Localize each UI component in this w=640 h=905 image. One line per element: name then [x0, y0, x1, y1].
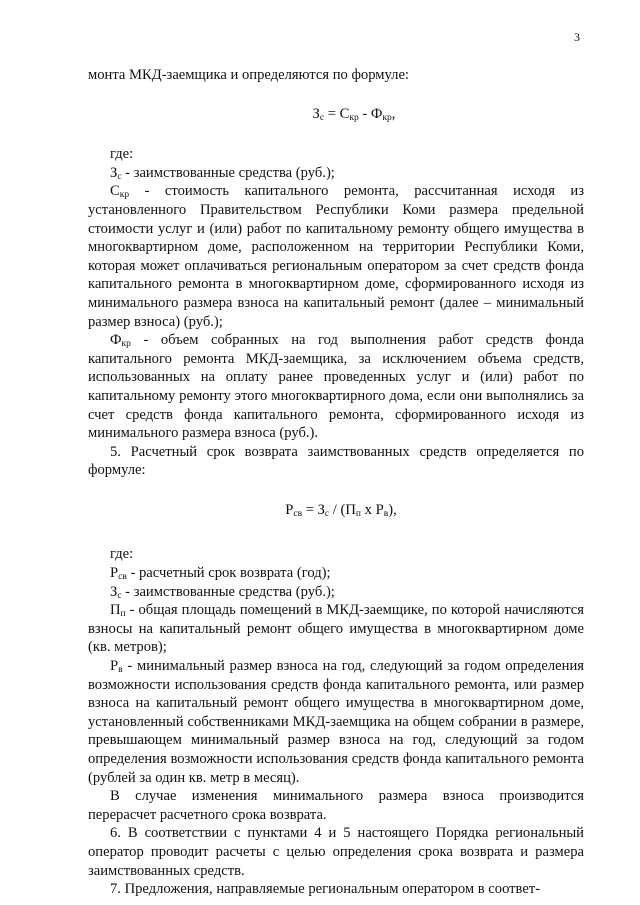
intro-line: монта МКД-заемщика и определяются по формуле:: [88, 67, 409, 83]
formula1-c-sub: кр: [349, 112, 359, 123]
definition-zs-2: [88, 583, 584, 602]
formula-borrowed-funds: [88, 105, 584, 124]
definition-zs: [88, 164, 584, 183]
definition-pp: [88, 601, 584, 657]
formula2-pp-sub: п: [355, 508, 361, 519]
formula1-end: ,: [391, 105, 396, 122]
formula1-z-sub: с: [319, 112, 325, 123]
document-body: [88, 66, 584, 899]
def-fkr-sub: кр: [121, 339, 131, 350]
def-ckr-text: - стоимость капитального ремонта, рассчитанная исходя из установленного Правительством Республики Коми размера предельной стоимости услуг и (или) работ по капитальному ремонту общего имущества в многоквартирном доме, расположенном на территории Республики Коми, которая может оплачиваться региональным оператором за счет средств фонда капитального ремонта в многоквартирном доме, сформированного исходя из минимального размера взноса на капитальный ремонт (далее – минимальный размер взноса) (руб.);: [88, 183, 584, 330]
def-ckr-sub: кр: [119, 190, 130, 201]
def-zs-symbol: З: [110, 164, 118, 181]
definition-psv: [88, 564, 584, 583]
formula1-eq: =: [324, 105, 340, 122]
item-6: 6. В соответствии с пунктами 4 и 5 настоящего Порядка региональный оператор проводит расчеты с целью определения срока возврата и размера заимствованных средств.: [88, 825, 584, 879]
def-pp-text: - общая площадь помещений в МКД-заемщике, по которой начисляются взносы на капитальный ремонт общего имущества в многоквартирном доме (кв. метров);: [88, 602, 584, 656]
formula-return-period: [88, 501, 584, 520]
formula2-pv-sub: в: [383, 508, 389, 519]
page-number: 3: [574, 30, 580, 44]
def-pv-text: - минимальный размер взноса на год, следующий за годом определения возможности использования средств фонда капитального ремонта, или размер взноса на капитальный ремонт общего имущества в многоквартирном доме, установленный собственниками МКД-заемщика на общем собрании в размере, превышающем минимальный размер взноса на год, следующий за годом определения возможности использования средств фонда капитального ремонта (рублей за один кв. метр в месяц).: [88, 658, 584, 786]
recalculation-note: В случае изменения минимального размера взноса производится перерасчет расчетного срока возврата.: [88, 788, 584, 823]
formula2-z-sub: с: [324, 508, 330, 519]
def-zs-sub: с: [117, 171, 122, 182]
definition-pv: [88, 657, 584, 787]
def-fkr-symbol: Ф: [110, 332, 122, 349]
formula1-f: Ф: [370, 105, 383, 122]
def-psv-text: - расчетный срок возврата (год);: [126, 565, 331, 582]
def-zs2-symbol: З: [110, 583, 118, 600]
def-zs-text: - заимствованные средства (руб.);: [121, 164, 335, 181]
where-label-2: где:: [110, 546, 134, 563]
item-7: 7. Предложения, направляемые региональным оператором в соответ-: [110, 881, 541, 898]
def-zs2-sub: с: [117, 590, 122, 601]
formula2-pv: Р: [375, 501, 384, 518]
formula2-pp: П: [345, 501, 356, 518]
definition-ckr: [88, 182, 584, 331]
formula1-f-sub: кр: [382, 112, 392, 123]
def-zs2-text: - заимствованные средства (руб.);: [121, 583, 335, 600]
item-5: 5. Расчетный срок возврата заимствованных средств определяется по формуле:: [88, 443, 584, 479]
formula2-p: Р: [285, 501, 294, 518]
where-label-1: где:: [110, 146, 134, 163]
def-pv-symbol: Р: [110, 658, 119, 675]
formula2-eq: =: [302, 501, 318, 518]
formula1-c: С: [339, 105, 350, 122]
def-fkr-text: - объем собранных на год выполнения работ средств фонда капитального ремонта МКД-заемщика, за исключением объема средств, использованных на оплату ранее проведенных услуг и (или) работ по капитальному ремонту этого многоквартирного дома, если они выполнялись за счет средств фонда капитального ремонта, сформированного исходя из минимального размера взноса (руб.).: [88, 332, 584, 442]
def-pp-symbol: П: [110, 602, 121, 619]
formula2-x: х: [361, 501, 376, 518]
def-psv-symbol: Р: [110, 565, 119, 582]
formula2-end: ),: [388, 501, 397, 518]
def-pp-sub: п: [120, 609, 126, 620]
definition-fkr: [88, 331, 584, 443]
formula2-z: З: [317, 501, 325, 518]
def-pv-sub: в: [118, 665, 123, 676]
formula1-minus: -: [358, 105, 371, 122]
formula2-p-sub: св: [293, 508, 303, 519]
formula1-z: З: [312, 105, 320, 122]
def-psv-sub: св: [118, 572, 127, 583]
def-ckr-symbol: С: [110, 183, 120, 200]
formula2-div: / (: [329, 501, 346, 518]
